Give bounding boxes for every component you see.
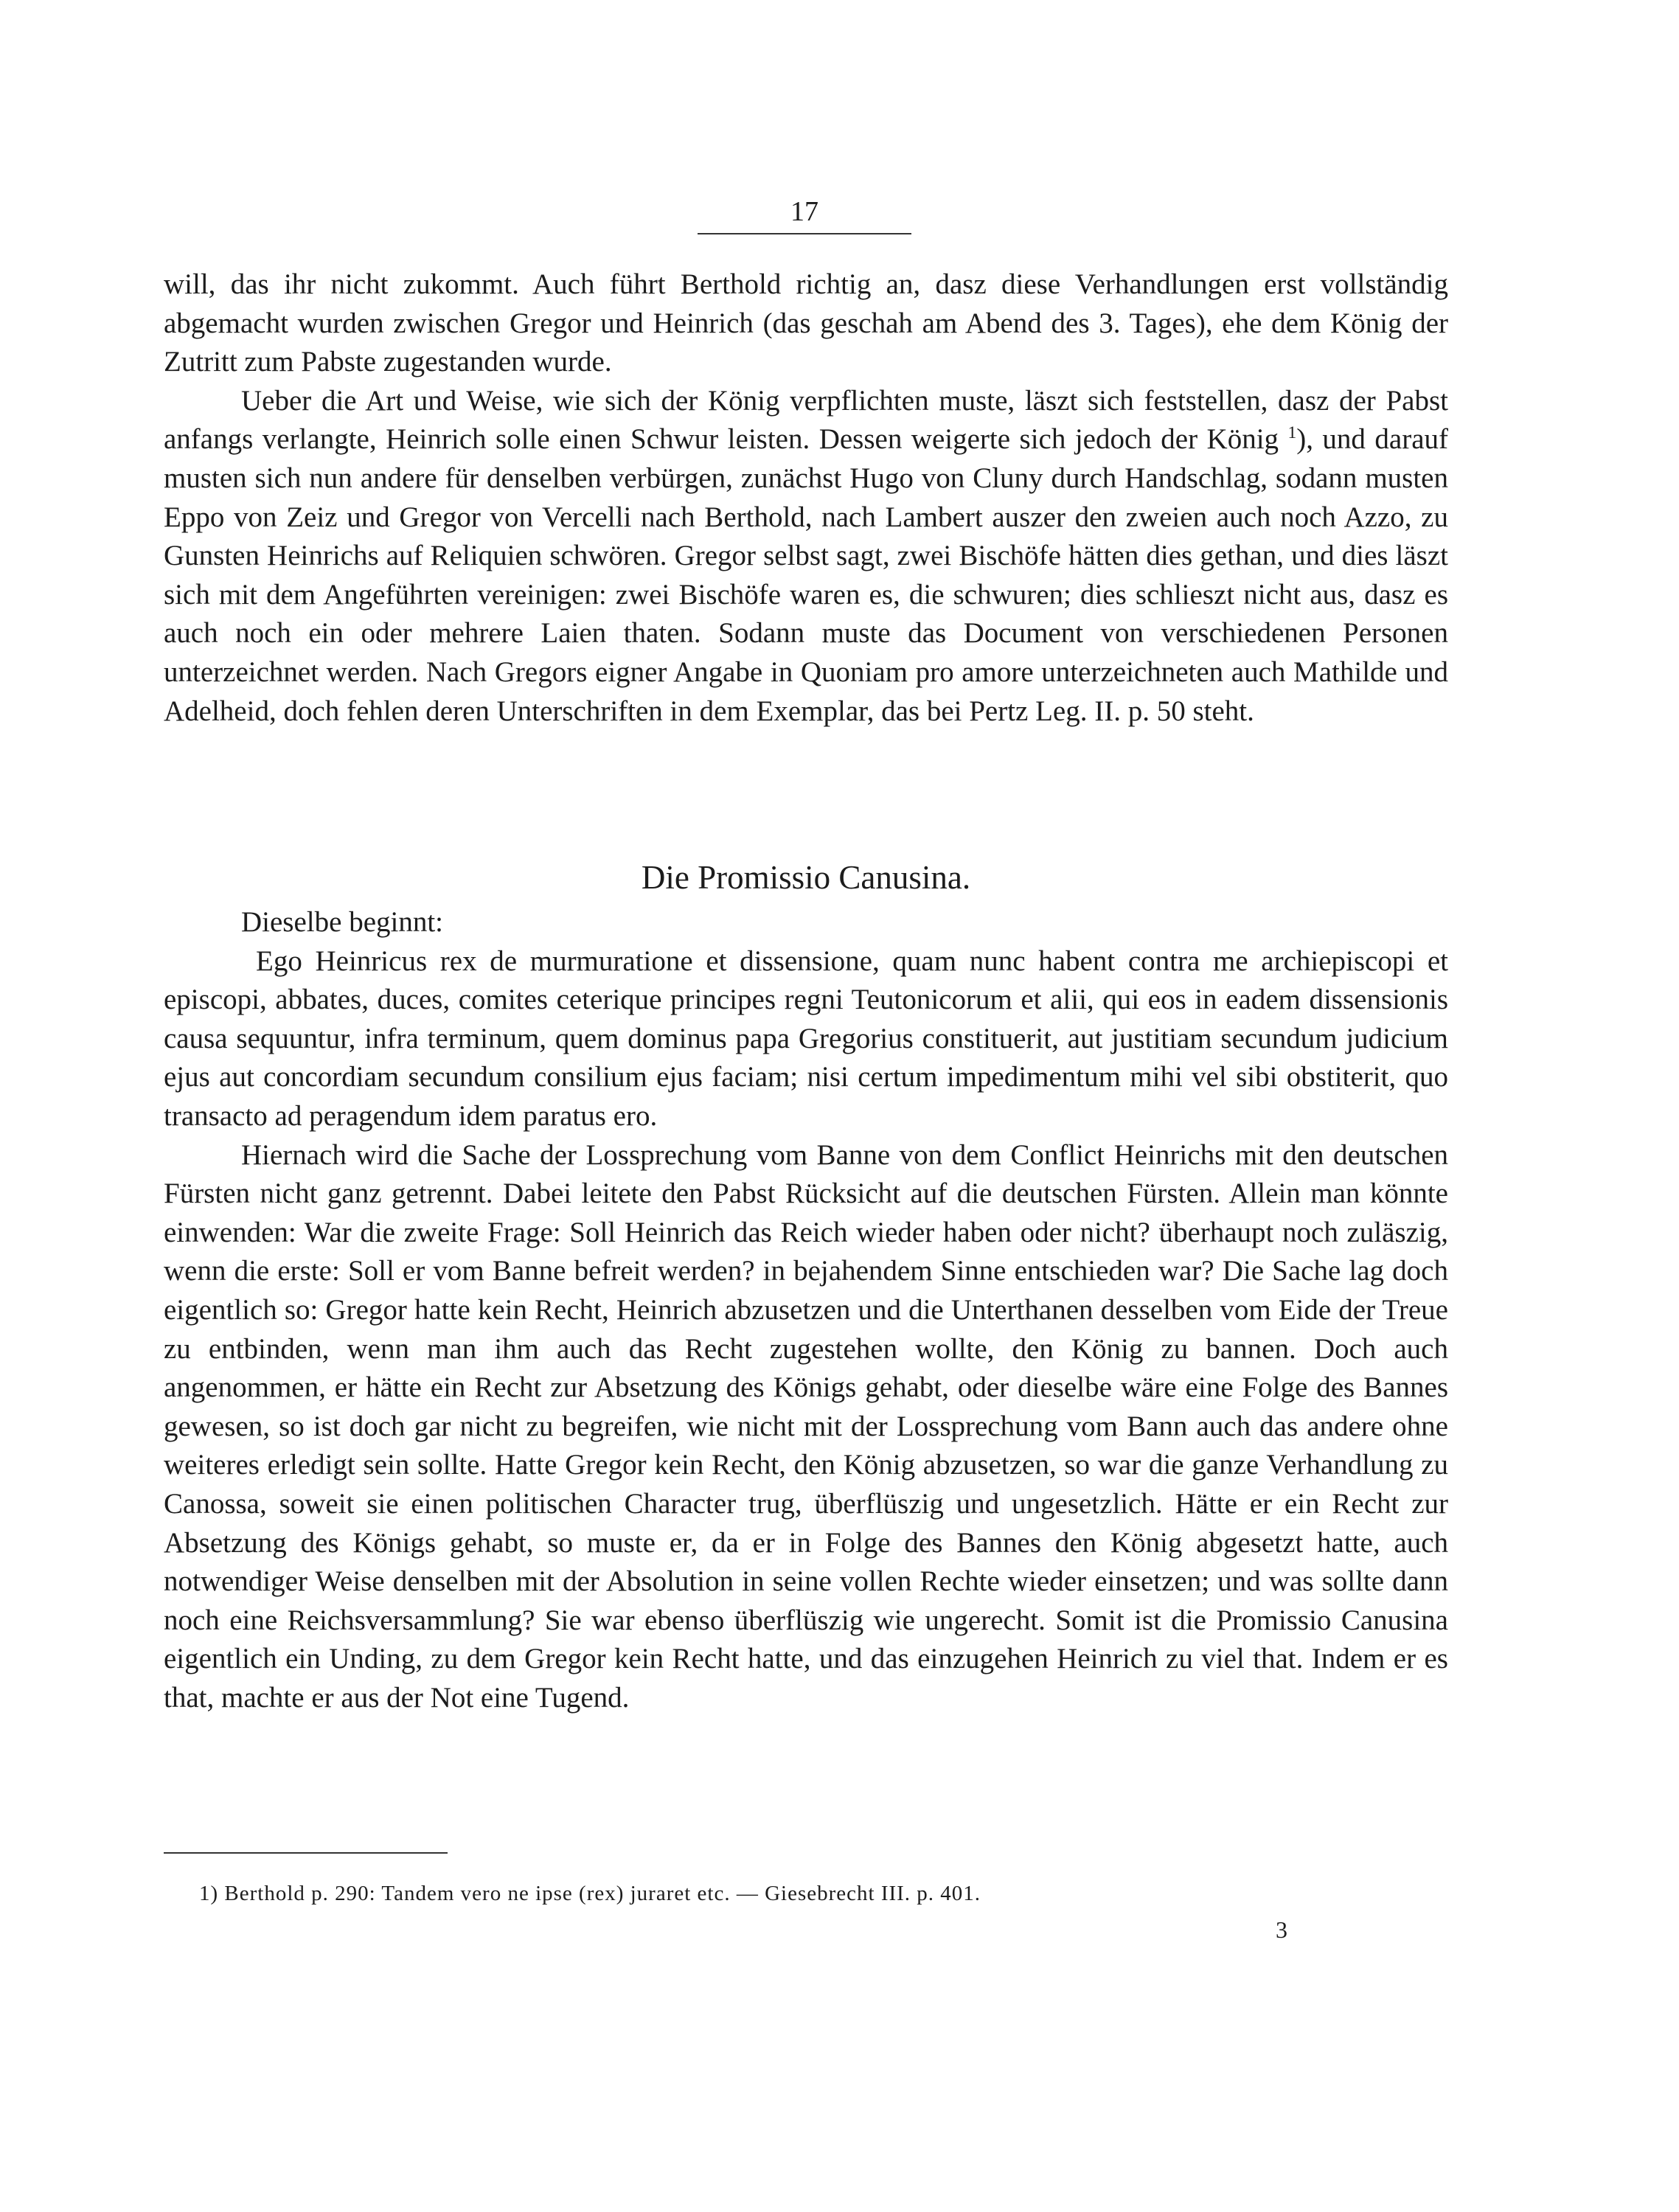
paragraph: Dieselbe beginnt: (241, 906, 444, 938)
footnote-divider (164, 1852, 448, 1854)
paragraph (164, 382, 1448, 731)
main-text-top (164, 265, 1448, 731)
paragraph-text: Ueber die Art und Weise, wie sich der König verpflichten muste, läszt sich feststellen, dasz der Pabst anfangs verlangte, Heinrich solle einen Schwur leisten. Dessen weigerte sich jedoch der König (164, 384, 1448, 456)
paragraph: will, das ihr nicht zukommt. Auch führt Berthold richtig an, dasz diese Verhandlungen erst vollständig abgemacht wurden zwischen Gregor und Heinrich (das geschah am Abend des 3. Tages), ehe dem König der Zutritt zum Pabste zugestanden wurde. (164, 268, 1448, 378)
main-text-bottom (164, 903, 1448, 1717)
section-heading: Die Promissio Canusina. (641, 859, 971, 896)
signature-mark: 3 (1276, 1916, 1287, 1943)
footnote-reference: 1 (1287, 423, 1297, 443)
paragraph-text: ), und darauf musten sich nun andere für denselben verbürgen, zunächst Hugo von Cluny durch Handschlag, sodann musten Eppo von Zeiz und Gregor von Vercelli nach Berthold, nach Lambert auszer den zweien auch noch Azzo, zu Gunsten Heinrichs auf Reliquien schwören. Gregor selbst sagt, zwei Bischöfe hätten dies gethan, und dies läszt sich mit dem Angeführten vereinigen: zwei Bischöfe waren es, die schwuren; dies schlieszt nicht aus, dasz es auch noch ein oder mehrere Laien thaten. Sodann muste das Document von verschiedenen Personen unterzeichnet werden. Nach Gregors eigner Angabe in Quoniam pro amore unterzeichneten auch Mathilde und Adelheid, doch fehlen deren Unterschriften in dem Exemplar, das bei Pertz Leg. II. p. 50 steht. (164, 423, 1448, 727)
page-number: 17 (698, 198, 911, 234)
footnote: 1) Berthold p. 290: Tandem vero ne ipse (rex) juraret etc. — Giesebrecht III. p. 401. (199, 1882, 981, 1905)
paragraph: Hiernach wird die Sache der Lossprechung vom Banne von dem Conflict Heinrichs mit den deutschen Fürsten nicht ganz getrennt. Dabei leitete den Pabst Rücksicht auf die deutschen Fürsten. Allein man könnte einwenden: War die zweite Frage: Soll Heinrich das Reich wieder haben oder nicht? überhaupt noch zuläszig, wenn die erste: Soll er vom Banne befreit werden? in bejahendem Sinne entschieden war? Die Sache lag doch eigentlich so: Gregor hatte kein Recht, Heinrich abzusetzen und die Unterthanen desselben vom Eide der Treue zu entbinden, wenn man ihm auch das Recht zugestehen wollte, den König zu bannen. Doch auch angenommen, er hätte ein Recht zur Absetzung des Königs gehabt, oder dieselbe wäre eine Folge des Bannes gewesen, so ist doch gar nicht zu begreifen, wie nicht mit der Lossprechung vom Bann auch das andere ohne weiteres erledigt sein sollte. Hatte Gregor kein Recht, den König abzusetzen, so war die ganze Verhandlung zu Canossa, soweit sie einen politischen Character trug, überflüszig und ungesetzlich. Hätte er ein Recht zur Absetzung des Königs gehabt, so muste er, da er in Folge des Bannes den König abgesetzt hatte, auch notwendiger Weise denselben mit der Absolution in seine vollen Rechte wieder einsetzen; und was sollte dann noch eine Reichsversammlung? Sie war ebenso überflüszig wie ungerecht. Somit ist die Promissio Canusina eigentlich ein Unding, zu dem Gregor kein Recht hatte, und das einzugehen Heinrich zu viel that. Indem er es that, machte er aus der Not eine Tugend. (164, 1138, 1448, 1714)
latin-quotation: Ego Heinricus rex de murmuratione et dissensione, quam nunc habent contra me archiepiscopi et episcopi, abbates, duces, comites ceterique principes regni Teutonicorum et alii, qui eos in eadem dissensionis causa sequuntur, infra terminum, quem dominus papa Gregorius constituerit, aut justitiam secundum judicium ejus aut concordiam secundum consilium ejus faciam; nisi certum impedimentum mihi vel sibi obstiterit, quo transacto ad peragendum idem paratus ero. (164, 945, 1448, 1132)
